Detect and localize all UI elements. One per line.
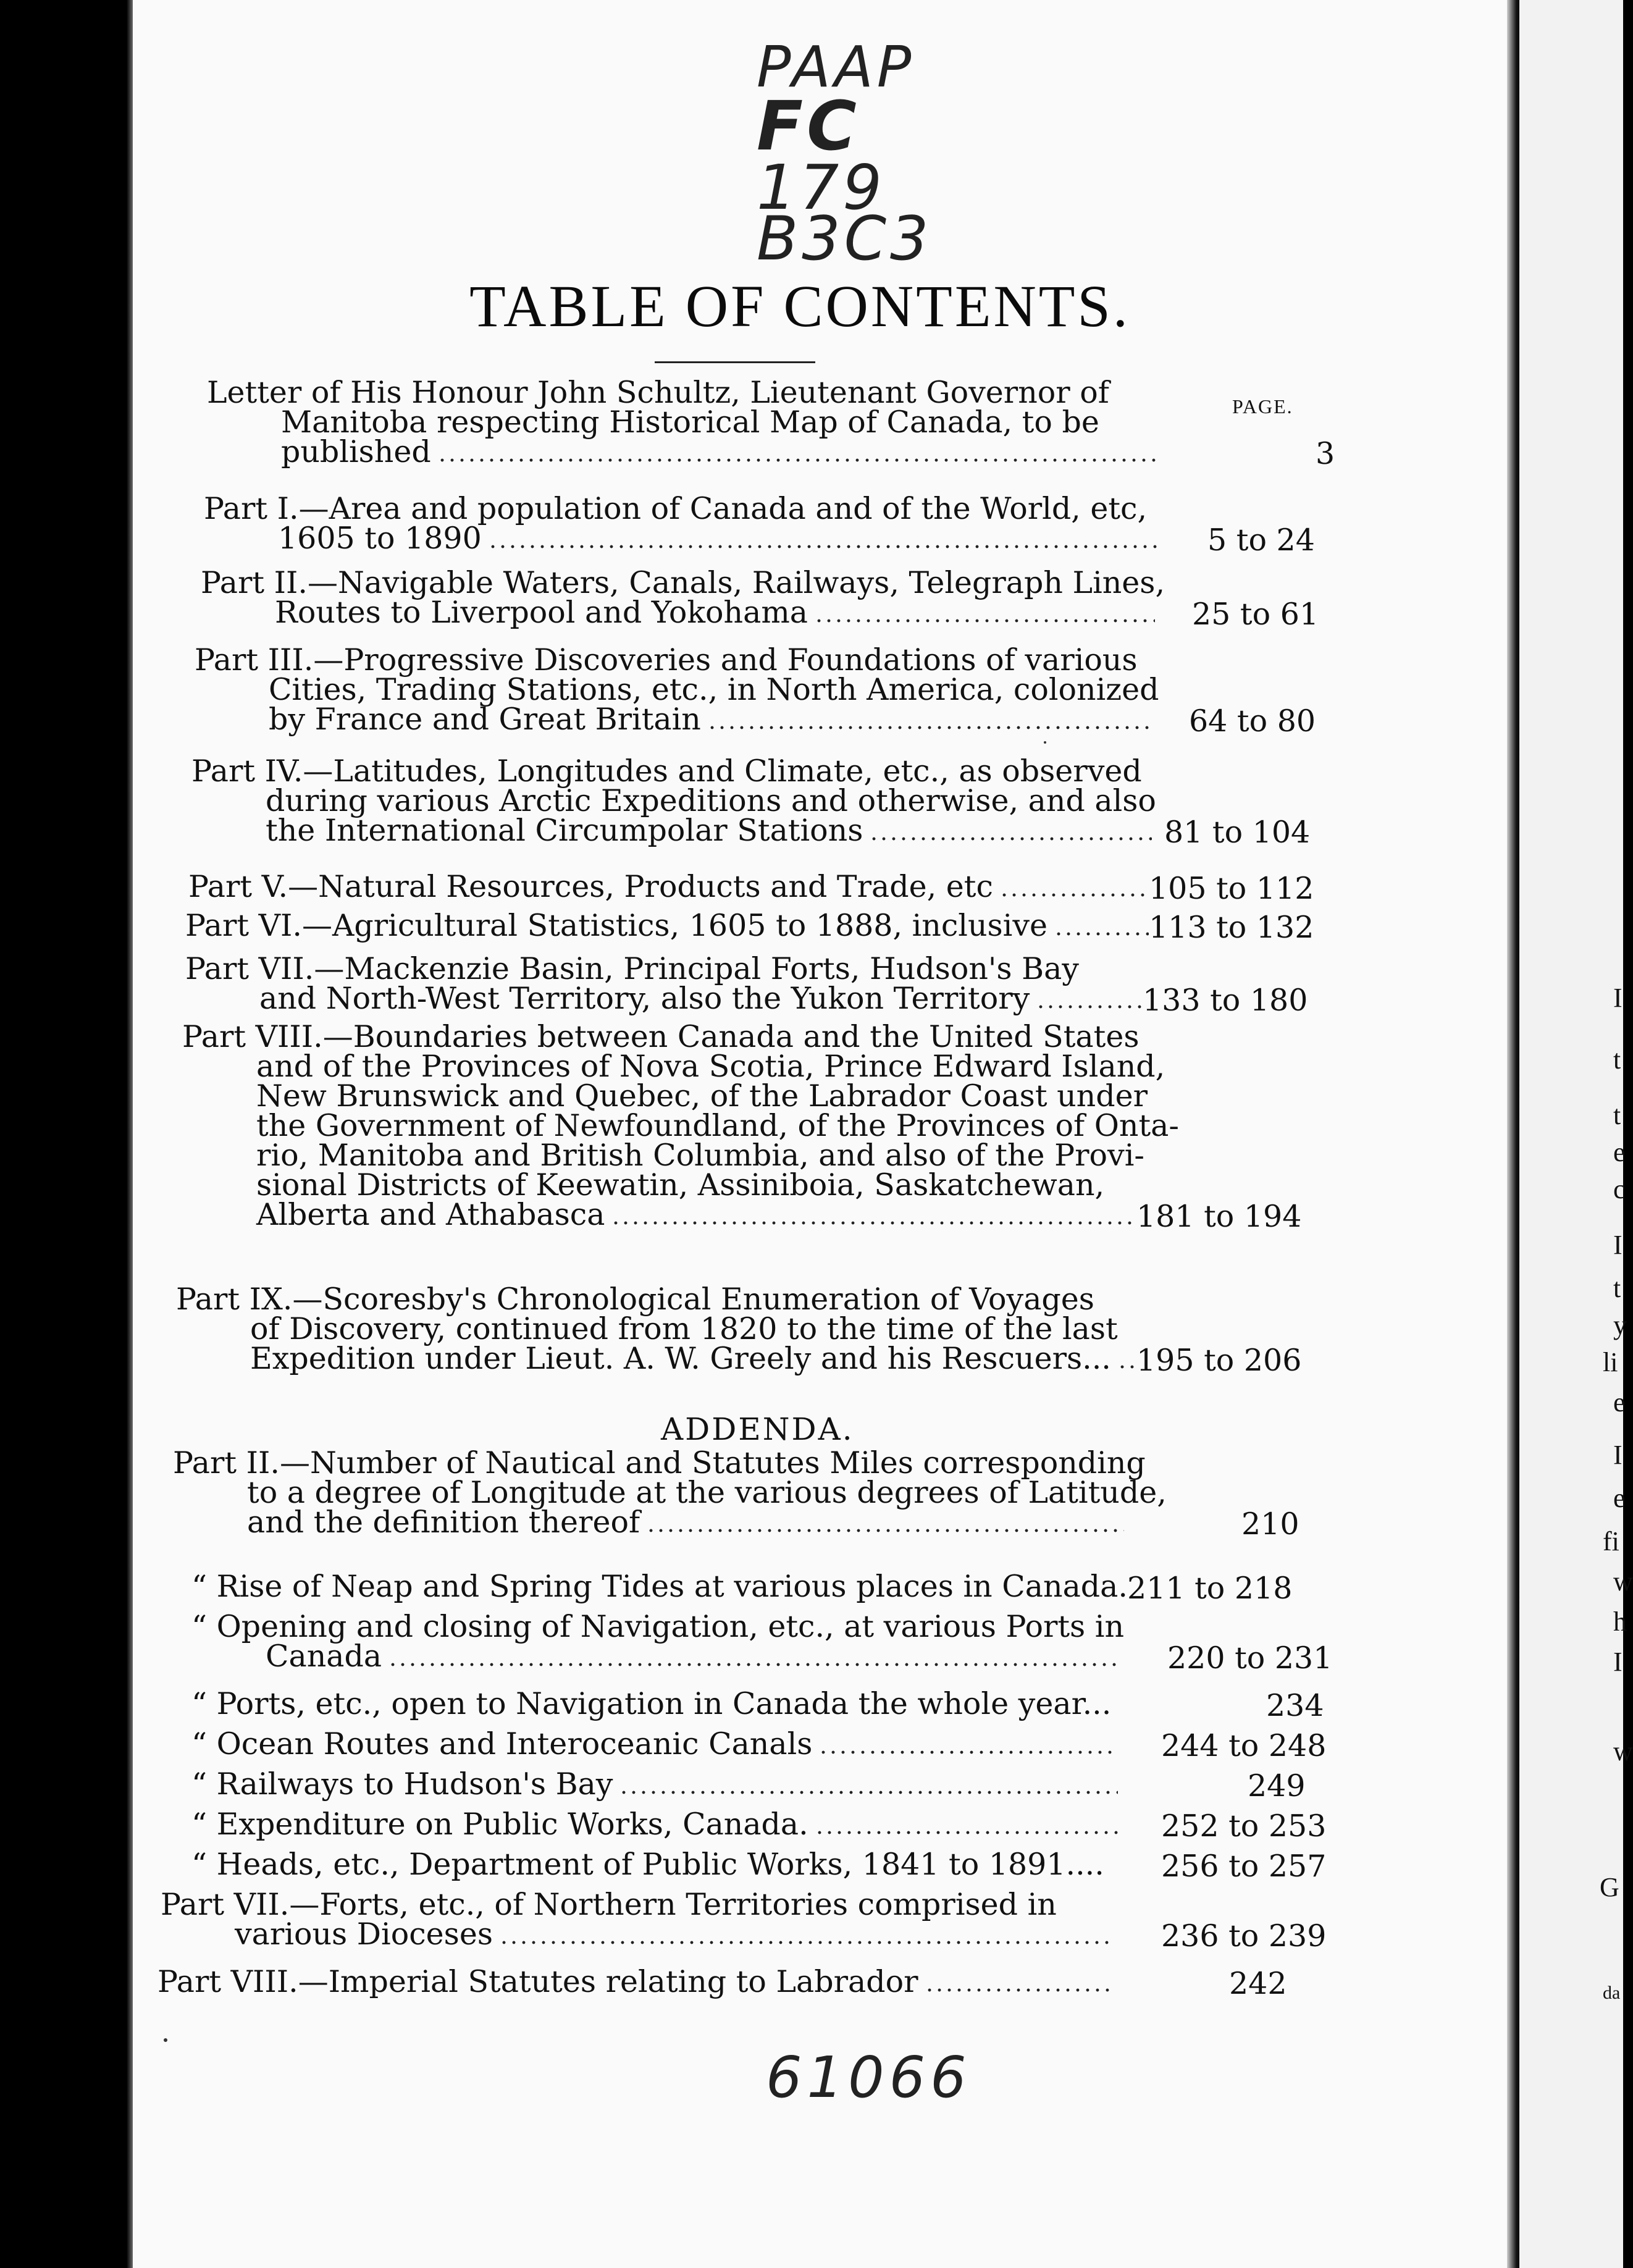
addenda-entry bbox=[157, 1964, 918, 1999]
addenda-entry-text: “ Railways to Hudson's Bay bbox=[191, 1766, 613, 1802]
toc-entry-text: Expedition under Lieut. A. W. Greely and his Rescuers... bbox=[250, 1341, 1111, 1376]
toc-entry bbox=[195, 642, 1159, 737]
leader-dots bbox=[437, 458, 1158, 462]
toc-entry-text: Part VIII.—Boundaries between Canada and the United States bbox=[182, 1019, 1140, 1054]
leader-dots bbox=[818, 1750, 1118, 1754]
addenda-page-number: 256 to 257 bbox=[1161, 1849, 1327, 1884]
call-number-line-1: PAAP bbox=[757, 34, 915, 100]
leader-dots bbox=[999, 893, 1149, 897]
page-column-header: PAGE. bbox=[1232, 395, 1293, 418]
leader-dots bbox=[1054, 932, 1149, 936]
toc-page-number: 113 to 132 bbox=[1149, 910, 1314, 945]
toc-entry-text: sional Districts of Keewatin, Assiniboia, Saskatchewan, bbox=[256, 1167, 1105, 1203]
toc-entry-text: Letter of His Honour John Schultz, Lieutenant Governor of bbox=[207, 375, 1109, 410]
adjacent-page-letter: G bbox=[1600, 1872, 1619, 1902]
leader-dots bbox=[488, 545, 1158, 548]
addenda-entry-text: “ Opening and closing of Navigation, etc., at various Ports in bbox=[191, 1609, 1125, 1644]
addenda-entry-text: Part II.—Number of Nautical and Statutes Miles corresponding bbox=[173, 1445, 1146, 1480]
adjacent-page-letter: c bbox=[1613, 1174, 1626, 1204]
toc-entry-text: Part V.—Natural Resources, Products and Trade, etc bbox=[188, 869, 993, 904]
adjacent-page-letter: e bbox=[1613, 1137, 1626, 1167]
toc-entry-text: Part IX.—Scoresby's Chronological Enumeration of Voyages bbox=[176, 1282, 1094, 1317]
adjacent-page-letter: da bbox=[1603, 1983, 1621, 2003]
addenda-entry-text: to a degree of Longitude at the various degrees of Latitude, bbox=[247, 1475, 1167, 1510]
leader-dots bbox=[611, 1221, 1136, 1225]
call-number-line-3: 179 bbox=[757, 151, 886, 224]
addenda-page-number: 244 to 248 bbox=[1161, 1728, 1327, 1763]
adjacent-page-letter: e bbox=[1613, 1387, 1626, 1418]
leader-dots bbox=[1036, 1005, 1143, 1009]
toc-entry bbox=[185, 951, 1079, 1016]
toc-page-number: 133 to 180 bbox=[1143, 983, 1308, 1018]
leader-dots bbox=[619, 1791, 1118, 1794]
addenda-page-number: 252 to 253 bbox=[1161, 1808, 1327, 1844]
addenda-entry-text: “ Rise of Neap and Spring Tides at various places in Canada. bbox=[191, 1569, 1128, 1604]
adjacent-page-letter: w bbox=[1613, 1736, 1633, 1766]
adjacent-page-letter: w bbox=[1613, 1566, 1633, 1597]
addenda-entry bbox=[191, 1569, 1128, 1604]
addenda-entry-text: Canada bbox=[266, 1639, 382, 1674]
adjacent-page-letter: t bbox=[1613, 1273, 1621, 1303]
toc-page-number: 64 to 80 bbox=[1189, 704, 1316, 739]
addenda-entry bbox=[173, 1445, 1167, 1540]
toc-entry-text: Cities, Trading Stations, etc., in North America, colonized bbox=[269, 672, 1159, 707]
toc-page-number: 195 to 206 bbox=[1136, 1343, 1302, 1378]
adjacent-page-letter: fi bbox=[1603, 1526, 1619, 1556]
handwritten-note: 61066 bbox=[766, 2044, 972, 2110]
addenda-entry-text: various Dioceses bbox=[235, 1917, 493, 1952]
adjacent-page-letter: h bbox=[1613, 1606, 1627, 1637]
leader-dots bbox=[499, 1941, 1115, 1944]
toc-entry-text: Routes to Liverpool and Yokohama bbox=[275, 595, 808, 630]
addenda-page-number: 249 bbox=[1248, 1768, 1306, 1804]
toc-page-number: 5 to 24 bbox=[1207, 523, 1315, 558]
toc-entry-text: by France and Great Britain bbox=[269, 702, 701, 737]
toc-entry-text: 1605 to 1890 bbox=[278, 521, 482, 556]
toc-page-number: 81 to 104 bbox=[1164, 815, 1311, 850]
toc-entry-text: Alberta and Athabasca bbox=[256, 1197, 605, 1232]
toc-entry-text: Part I.—Area and population of Canada and of the World, etc, bbox=[204, 491, 1148, 526]
toc-entry bbox=[176, 1282, 1118, 1376]
adjacent-page-letter: t bbox=[1613, 1100, 1621, 1130]
paper-speck bbox=[1044, 741, 1046, 744]
adjacent-page-letter: e bbox=[1613, 1483, 1626, 1513]
addenda-entry-text: “ Expenditure on Public Works, Canada. bbox=[191, 1807, 808, 1842]
leader-dots bbox=[388, 1663, 1121, 1666]
toc-page-number: 181 to 194 bbox=[1136, 1199, 1302, 1234]
toc-page-number: 3 bbox=[1316, 436, 1335, 471]
addenda-entry bbox=[191, 1807, 808, 1842]
toc-entry-text: the International Circumpolar Stations bbox=[266, 813, 863, 848]
toc-entry bbox=[182, 1019, 1179, 1232]
adjacent-page-letter: I bbox=[1613, 983, 1623, 1013]
adjacent-page-letter: I bbox=[1613, 1440, 1623, 1470]
paper-speck bbox=[164, 2038, 167, 2042]
adjacent-page-letter: I bbox=[1613, 1647, 1623, 1677]
leader-dots bbox=[815, 1831, 1118, 1834]
page-title: TABLE OF CONTENTS. bbox=[469, 273, 1130, 339]
addenda-page-number: 211 to 218 bbox=[1127, 1571, 1293, 1606]
addenda-entry bbox=[191, 1686, 1112, 1721]
toc-entry-text: New Brunswick and Quebec, of the Labrador Coast under bbox=[256, 1078, 1148, 1114]
addenda-heading: ADDENDA. bbox=[661, 1411, 854, 1447]
toc-entry-text: the Government of Newfoundland, of the Provinces of Onta- bbox=[256, 1108, 1179, 1143]
toc-entry-text: Part VI.—Agricultural Statistics, 1605 to 1888, inclusive bbox=[185, 908, 1048, 943]
addenda-entry bbox=[191, 1847, 1104, 1882]
title-divider bbox=[655, 361, 815, 363]
leader-dots bbox=[869, 837, 1152, 841]
adjacent-page-letter: y bbox=[1613, 1310, 1627, 1340]
leader-dots bbox=[814, 619, 1155, 623]
leader-dots bbox=[646, 1529, 1124, 1532]
addenda-entry bbox=[191, 1726, 813, 1762]
addenda-entry-text: and the definition thereof bbox=[247, 1505, 640, 1540]
toc-entry bbox=[185, 908, 1048, 943]
addenda-entry-text: “ Ocean Routes and Interoceanic Canals bbox=[191, 1726, 813, 1762]
toc-page-number: 105 to 112 bbox=[1149, 871, 1314, 906]
toc-entry bbox=[188, 869, 993, 904]
toc-entry-text: Part IV.—Latitudes, Longitudes and Climate, etc., as observed bbox=[191, 754, 1142, 789]
toc-entry-text: Part III.—Progressive Discoveries and Foundations of various bbox=[195, 642, 1138, 678]
addenda-entry-text: “ Heads, etc., Department of Public Works, 1841 to 1891.... bbox=[191, 1847, 1104, 1882]
addenda-entry bbox=[191, 1766, 613, 1802]
adjacent-page-letter: I bbox=[1613, 1230, 1623, 1260]
addenda-page-number: 234 bbox=[1266, 1688, 1324, 1723]
leader-dots bbox=[925, 1988, 1115, 1992]
toc-entry bbox=[191, 754, 1156, 848]
addenda-page-number: 210 bbox=[1241, 1506, 1299, 1542]
toc-entry-text: Part II.—Navigable Waters, Canals, Railways, Telegraph Lines, bbox=[201, 565, 1165, 600]
toc-entry-text: and of the Provinces of Nova Scotia, Prince Edward Island, bbox=[256, 1049, 1165, 1084]
adjacent-page-letter: t bbox=[1613, 1044, 1621, 1075]
leader-dots bbox=[707, 726, 1152, 729]
addenda-entry-text: “ Ports, etc., open to Navigation in Canada the whole year... bbox=[191, 1686, 1112, 1721]
call-number-line-2: FC bbox=[757, 86, 860, 166]
addenda-page-number: 220 to 231 bbox=[1167, 1640, 1333, 1676]
toc-entry bbox=[207, 375, 1109, 469]
toc-entry-text: published bbox=[281, 434, 431, 469]
toc-entry-text: Manitoba respecting Historical Map of Canada, to be bbox=[281, 405, 1099, 440]
addenda-page-number: 242 bbox=[1229, 1966, 1287, 2001]
toc-entry-text: rio, Manitoba and British Columbia, and also of the Provi- bbox=[256, 1138, 1144, 1173]
addenda-page-number: 236 to 239 bbox=[1161, 1918, 1327, 1954]
addenda-entry-text: Part VIII.—Imperial Statutes relating to Labrador bbox=[157, 1964, 918, 1999]
adjacent-page bbox=[1519, 0, 1623, 2268]
toc-entry-text: Part VII.—Mackenzie Basin, Principal Forts, Hudson's Bay bbox=[185, 951, 1079, 986]
toc-entry-text: of Discovery, continued from 1820 to the time of the last bbox=[250, 1311, 1118, 1346]
call-number-line-4: B3C3 bbox=[757, 204, 933, 274]
leader-dots bbox=[1117, 1365, 1136, 1369]
toc-entry-text: during various Arctic Expeditions and otherwise, and also bbox=[266, 783, 1156, 818]
toc-entry-text: and North-West Territory, also the Yukon Territory bbox=[259, 981, 1030, 1016]
adjacent-page-letter: li bbox=[1603, 1347, 1618, 1377]
toc-page-number: 25 to 61 bbox=[1192, 597, 1319, 632]
addenda-entry-text: Part VII.—Forts, etc., of Northern Territories comprised in bbox=[161, 1887, 1057, 1922]
